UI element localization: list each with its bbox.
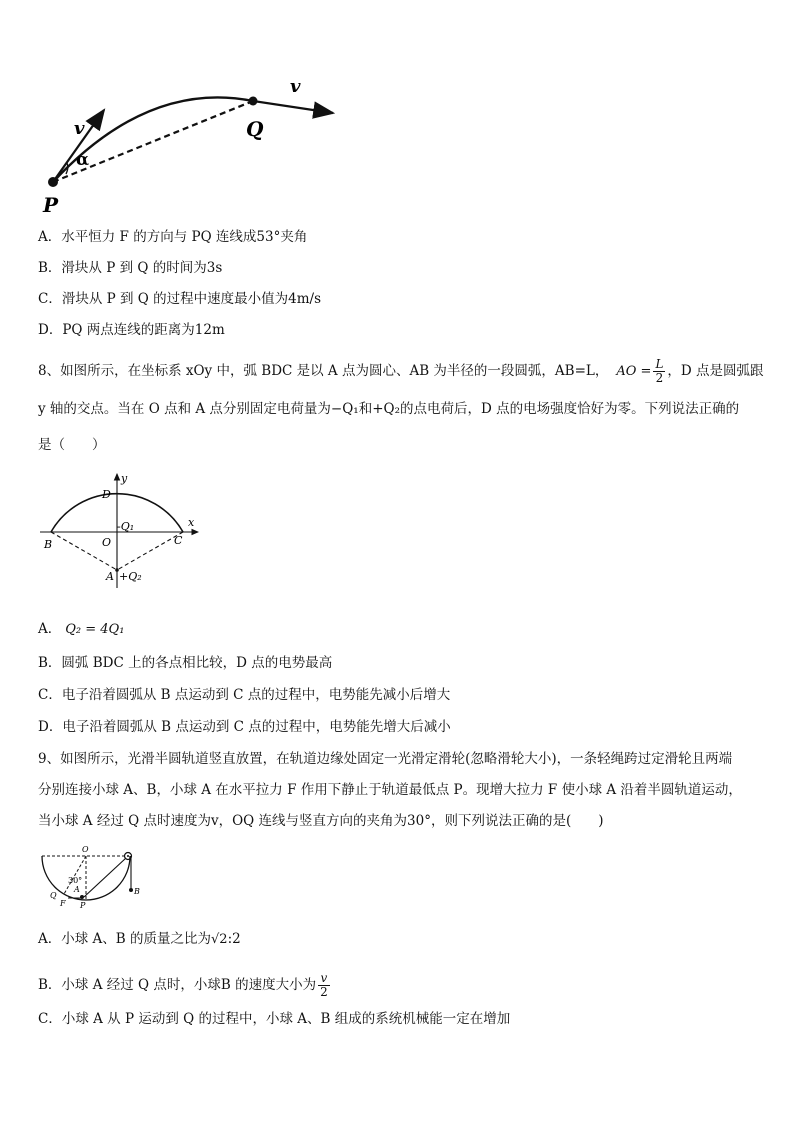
q9-option-b <box>38 972 332 999</box>
label-q: Q <box>50 891 57 900</box>
q9-option-a-pre: A．小球 A、B 的质量之比为 <box>38 931 212 947</box>
q8-frac-den: 2 <box>655 371 664 385</box>
q8-stem-line2: y 轴的交点。当在 O 点和 A 点分别固定电荷量为−Q₁和+Q₂的点电荷后，D 点的电场强度恰好为零。下列说法正确的 <box>38 401 740 417</box>
q8-frac-num: L <box>655 357 664 371</box>
q8-option-c: C．电子沿着圆弧从 B 点运动到 C 点的过程中，电势能先减小后增大 <box>38 687 451 703</box>
q9-option-a-post: :2 <box>227 931 241 947</box>
q8-option-a-math: Q₂ = 4Q₁ <box>65 622 125 637</box>
label-o: O <box>82 845 89 854</box>
q8-text1a: 8、如图所示，在坐标系 xOy 中，弧 BDC 是以 A 点为圆心、AB 为半径的一段圆弧，AB=L， <box>38 363 609 379</box>
q9-option-c: C．小球 A 从 P 运动到 Q 的过程中，小球 A、B 组成的系统机械能一定在增加 <box>38 1011 511 1027</box>
q8-option-d: D．电子沿着圆弧从 B 点运动到 C 点的过程中，电势能先增大后减小 <box>38 719 451 735</box>
q9-option-a <box>38 930 241 949</box>
label-q1: -Q₁ <box>117 520 135 533</box>
q9-option-b-num: v <box>318 972 330 986</box>
ball-b <box>129 888 133 892</box>
q7-option-c: C．滑块从 P 到 Q 的过程中速度最小值为4m/s <box>38 291 322 307</box>
label-v-q: v <box>290 76 301 97</box>
label-c: C <box>174 534 183 547</box>
q8-fraction <box>653 358 665 385</box>
label-v-p: v <box>74 118 85 139</box>
q8-option-a-label: A． <box>38 621 62 637</box>
arc-coordinate-figure <box>38 470 208 600</box>
q8-text1b: ，D 点是圆弧跟 <box>667 363 764 379</box>
label-q: Q <box>246 117 264 141</box>
label-d: D <box>102 488 111 501</box>
point-q <box>249 97 258 106</box>
trajectory-figure <box>38 70 348 220</box>
label-b: B <box>134 887 140 896</box>
q8-stem-line3: 是（ ） <box>38 437 106 453</box>
label-o: O <box>102 536 112 549</box>
pulley-center <box>127 855 129 857</box>
q9-option-b-fraction <box>318 972 330 999</box>
q8-ao: AO = <box>616 364 652 379</box>
q9-option-a-root: √2 <box>211 932 228 947</box>
q9-stem-line3: 当小球 A 经过 Q 点时速度为v，OQ 连线与竖直方向的夹角为30°，则下列说法正确的是( ) <box>38 813 604 829</box>
point-p <box>48 177 58 187</box>
label-q2: +Q₂ <box>119 570 142 583</box>
label-b: B <box>44 538 53 551</box>
q9-option-b-den: 2 <box>320 985 328 999</box>
label-a: A <box>106 570 114 583</box>
q7-option-b: B．滑块从 P 到 Q 的时间为3s <box>38 260 223 276</box>
q9-option-b-pre: B．小球 A 经过 Q 点时，小球B 的速度大小为 <box>38 977 317 993</box>
rope-to-a <box>84 858 126 897</box>
label-y: y <box>121 472 128 485</box>
label-x: x <box>188 516 195 529</box>
semicircle-track-figure <box>38 842 158 912</box>
q7-option-a: A．水平恒力 F 的方向与 PQ 连线成53°夹角 <box>38 229 308 245</box>
label-p: P <box>80 901 86 910</box>
label-alpha: α <box>76 150 90 170</box>
q7-option-d: D．PQ 两点连线的距离为12m <box>38 322 225 338</box>
q8-option-b: B．圆弧 BDC 上的各点相比较，D 点的电势最高 <box>38 655 333 671</box>
q8-option-a <box>38 620 124 639</box>
q8-stem-line1 <box>38 358 764 385</box>
q9-stem-line2: 分别连接小球 A、B，小球 A 在水平拉力 F 作用下静止于轨道最低点 P。现增大拉力 F 使小球 A 沿着半圆轨道运动， <box>38 782 742 798</box>
label-f: F <box>60 899 66 908</box>
label-p: P <box>43 193 59 217</box>
label-angle: 30° <box>68 876 83 885</box>
label-a: A <box>74 885 80 894</box>
velocity-arrow-q <box>253 101 333 113</box>
q9-stem-line1: 9、如图所示，光滑半圆轨道竖直放置，在轨道边缘处固定一光滑定滑轮(忽略滑轮大小)，一条轻绳跨过定滑轮且两端 <box>38 751 733 767</box>
